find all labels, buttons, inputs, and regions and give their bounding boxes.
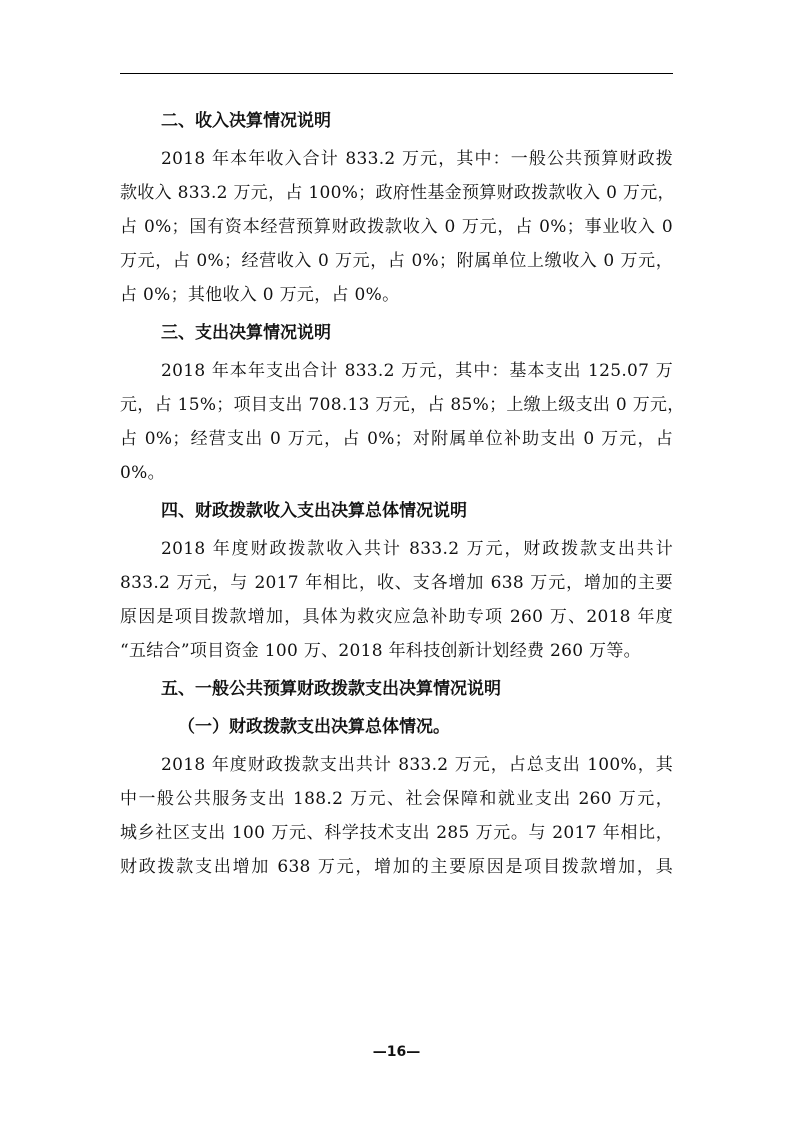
paragraph-expenditure [120,354,685,490]
paragraph-income [120,142,673,312]
paragraph-line: 财政拨款支出增加 638 万元，增加的主要原因是项目拨款增加，具 [120,857,673,877]
paragraph-line: 2018 年度财政拨款支出共计 833.2 万元，占总支出 100%，其 [161,755,673,775]
section-heading-fiscal-overall: 四、财政拨款收入支出决算总体情况说明 [161,501,467,521]
paragraph-line: 万元，占 0%；经营收入 0 万元，占 0%；附属单位上缴收入 0 万元， [120,251,673,271]
paragraph-line: 元，占 15%；项目支出 708.13 万元，占 85%；上缴上级支出 0 万元， [120,395,685,415]
paragraph-line: 占 0%；经营支出 0 万元，占 0%；对附属单位补助支出 0 万元，占 [120,429,673,449]
document-body [120,104,685,888]
section-heading-general-budget: 五、一般公共预算财政拨款支出决算情况说明 [161,679,501,699]
section-heading-income: 二、收入决算情况说明 [161,111,331,131]
paragraph-line: 占 0%；国有资本经营预算财政拨款收入 0 万元，占 0%；事业收入 0 [120,217,673,237]
paragraph-line: 占 0%；其他收入 0 万元，占 0%。 [120,285,400,305]
paragraph-line: 2018 年本年收入合计 833.2 万元，其中：一般公共预算财政拨 [161,149,673,169]
section-heading-expenditure: 三、支出决算情况说明 [161,323,331,343]
paragraph-general-budget [120,748,673,884]
paragraph-line: 中一般公共服务支出 188.2 万元、社会保障和就业支出 260 万元， [120,789,673,809]
paragraph-line: 城乡社区支出 100 万元、科学技术支出 285 万元。与 2017 年相比， [120,823,673,843]
paragraph-line: 2018 年本年支出合计 833.2 万元，其中：基本支出 125.07 万 [161,361,673,381]
paragraph-line: 833.2 万元，与 2017 年相比，收、支各增加 638 万元，增加的主要 [120,573,673,593]
paragraph-line: 款收入 833.2 万元，占 100%；政府性基金预算财政拨款收入 0 万元， [120,183,675,203]
paragraph-line: 2018 年度财政拨款收入共计 833.2 万元，财政拨款支出共计 [161,539,673,559]
paragraph-line: 0%。 [120,463,165,483]
paragraph-fiscal-overall [120,532,673,668]
paragraph-line: “五结合”项目资金 100 万、2018 年科技创新计划经费 260 万等。 [120,641,641,661]
page-number: —16— [372,1044,421,1060]
subsection-heading-overall: （一）财政拨款支出决算总体情况。 [178,717,450,737]
header-rule [120,73,673,74]
paragraph-line: 原因是项目拨款增加，具体为救灾应急补助专项 260 万、2018 年度 [120,607,673,627]
